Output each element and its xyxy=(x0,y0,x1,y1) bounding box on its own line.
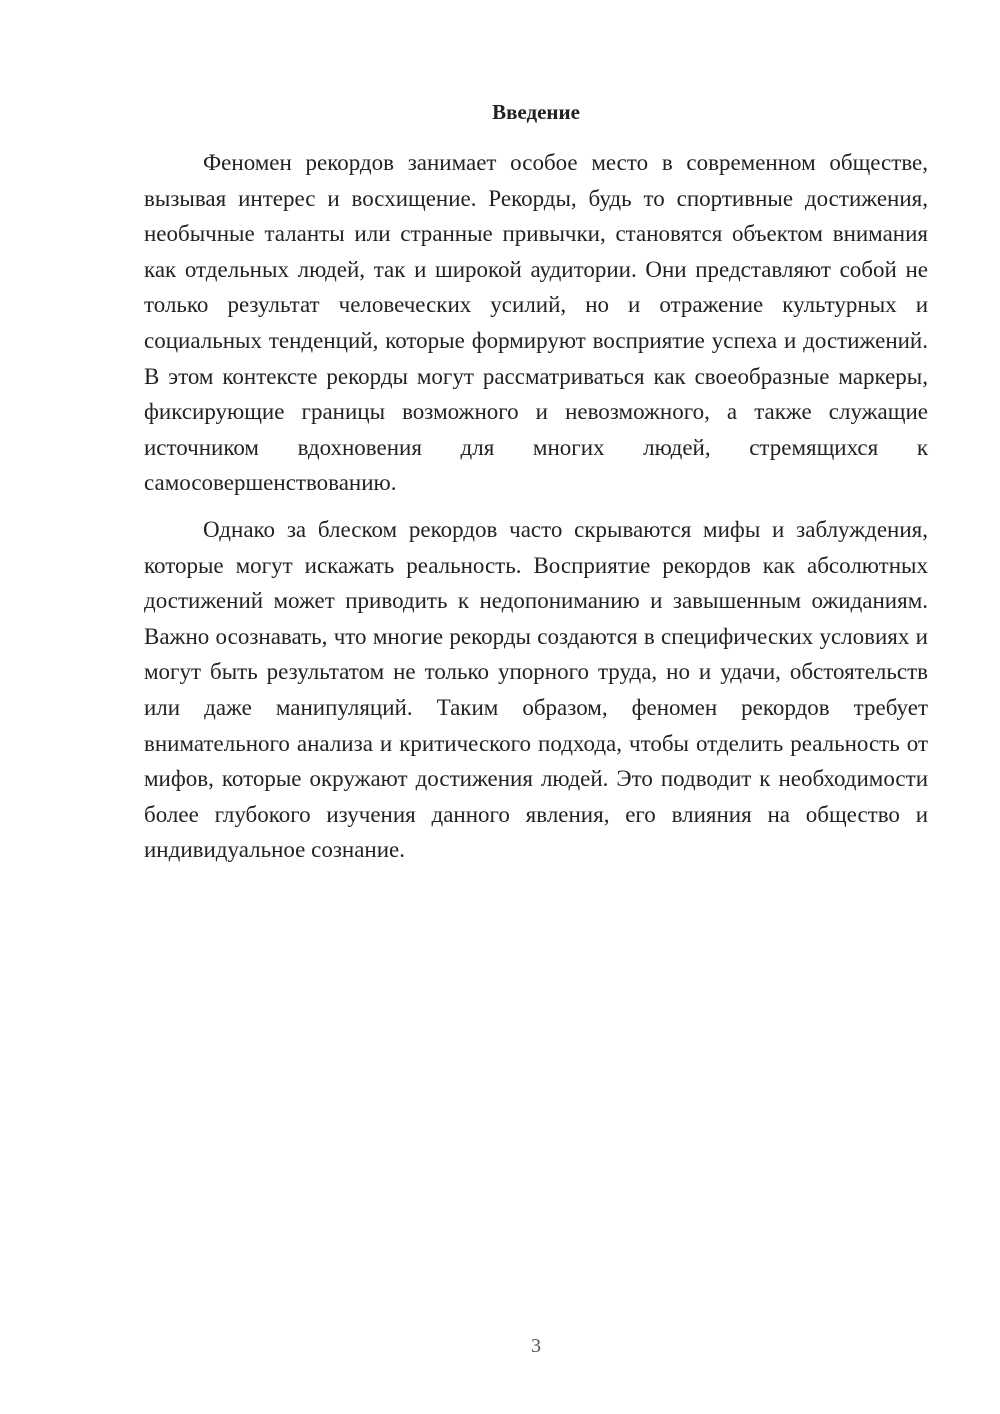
page-number: 3 xyxy=(531,1335,541,1357)
section-heading: Введение xyxy=(492,100,580,124)
paragraph-1: Феномен рекордов занимает особое место в современном обществе, вызывая интерес и восхищение. Рекорды, будь то спортивные достижения, необычные таланты или странные привычки, становятся объектом внимания как отдельных людей, так и широкой аудитории. Они представляют собой не только результат человеческих усилий, но и отражение культурных и социальных тенденций, которые формируют восприятие успеха и достижений. В этом контексте рекорды могут рассматриваться как своеобразные маркеры, фиксирующие границы возможного и невозможного, а также служащие источником вдохновения для многих людей, стремящихся к самосовершенствованию. xyxy=(144,150,928,496)
body-text xyxy=(144,145,928,868)
paragraph-2: Однако за блеском рекордов часто скрываются мифы и заблуждения, которые могут искажать реальность. Восприятие рекордов как абсолютных достижений может приводить к недопониманию и завышенным ожиданиям. Важно осознавать, что многие рекорды создаются в специфических условиях и могут быть результатом не только упорного труда, но и удачи, обстоятельств или даже манипуляций. Таким образом, феномен рекордов требует внимательного анализа и критического подхода, чтобы отделить реальность от мифов, которые окружают достижения людей. Это подводит к необходимости более глубокого изучения данного явления, его влияния на общество и индивидуальное сознание. xyxy=(144,516,928,863)
